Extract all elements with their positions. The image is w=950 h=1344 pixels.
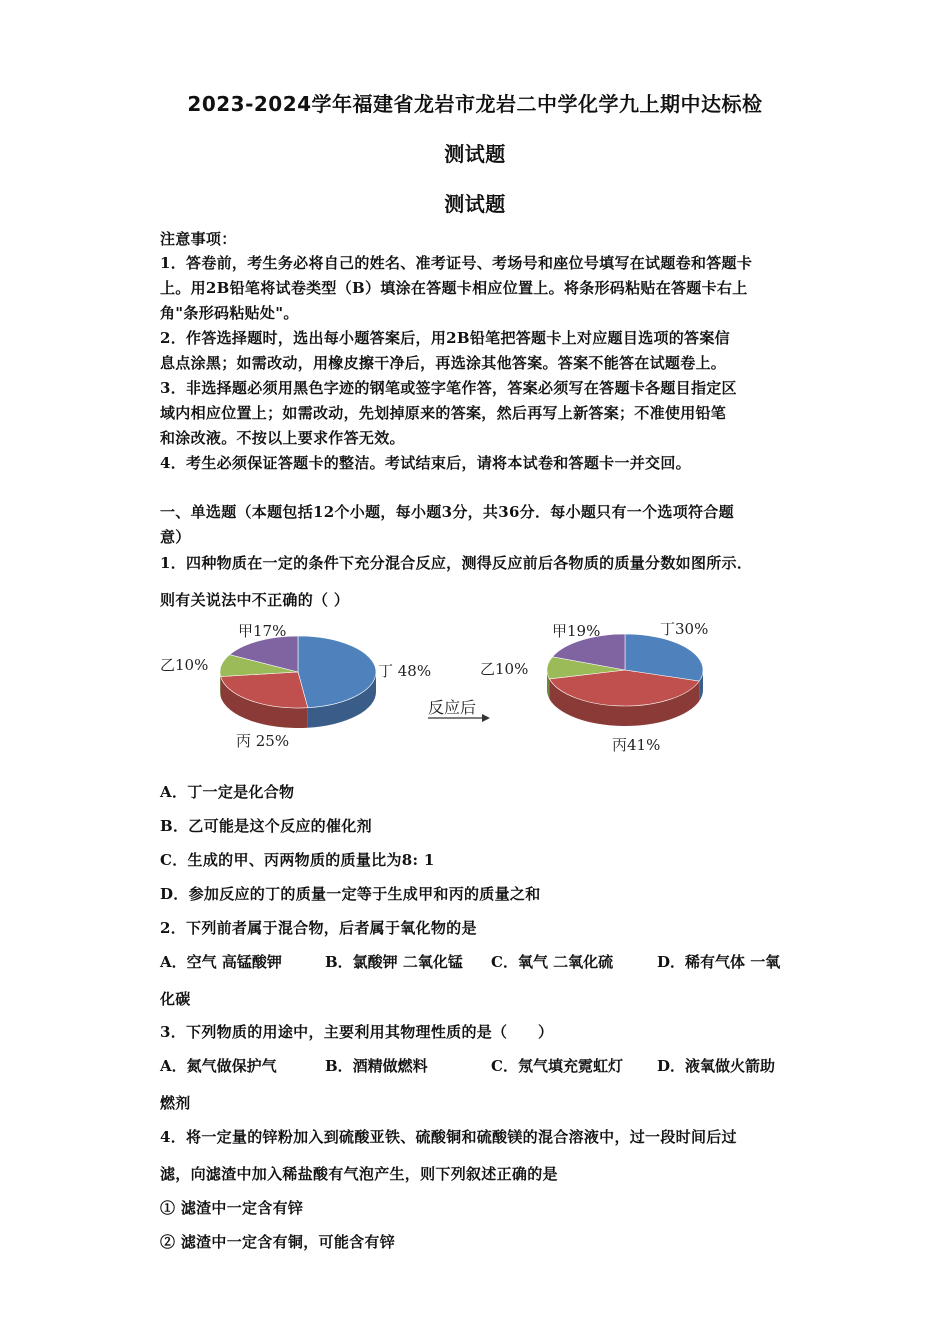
q2-option-a: A．空气 高锰酸钾	[160, 953, 282, 971]
section-heading-cont: 意）	[160, 528, 191, 546]
notice-line: 2．作答选择题时，选出每小题答案后，用2B铅笔把答题卡上对应题目选项的答案信	[160, 329, 730, 347]
arrow-head-icon	[482, 714, 490, 722]
q2-stem: 2．下列前者属于混合物，后者属于氧化物的是	[160, 919, 477, 937]
q1-option-c: C．生成的甲、丙两物质的质量比为8: 1	[160, 851, 435, 869]
q3-stem: 3．下列物质的用途中，主要利用其物理性质的是（ ）	[160, 1023, 554, 1041]
notice-line: 角"条形码粘贴处"。	[160, 304, 299, 322]
q2-option-d: D．稀有气体 一氧	[657, 953, 781, 971]
pie-label: 丙41%	[612, 736, 661, 754]
page-title-line2: 测试题	[444, 142, 506, 166]
notice-line: 4．考生必须保证答题卡的整洁。考试结束后，请将本试卷和答题卡一并交回。	[160, 454, 691, 472]
q2-option-c: C．氧气 二氧化硫	[491, 953, 614, 971]
q4-stem-cont: 滤，向滤渣中加入稀盐酸有气泡产生，则下列叙述正确的是	[160, 1165, 558, 1183]
q4-item-1: ① 滤渣中一定含有锌	[160, 1199, 304, 1217]
q3-option-c: C．氖气填充霓虹灯	[491, 1057, 623, 1075]
notice-line: 上。用2B铅笔将试卷类型（B）填涂在答题卡相应位置上。将条形码粘贴在答题卡右上	[160, 279, 748, 297]
pie-label: 丁 48%	[378, 662, 432, 680]
pie-label: 乙10%	[160, 656, 209, 674]
pie-label: 甲17%	[238, 622, 287, 640]
pie-label: 丁30%	[660, 620, 709, 638]
section-heading: 一、单选题（本题包括12个小题，每小题3分，共36分．每小题只有一个选项符合题	[160, 503, 734, 521]
q3-option-b: B．酒精做燃料	[325, 1057, 428, 1075]
q3-option-a: A．氮气做保护气	[160, 1057, 277, 1075]
pie-label: 乙10%	[480, 660, 529, 678]
pie-chart-before	[160, 622, 431, 750]
arrow-label: 反应后	[428, 698, 477, 717]
page-title: 2023-2024学年福建省龙岩市龙岩二中学化学九上期中达标检	[187, 92, 763, 116]
q4-stem: 4．将一定量的锌粉加入到硫酸亚铁、硫酸铜和硫酸镁的混合溶液中，过一段时间后过	[160, 1128, 737, 1146]
pie-charts	[150, 612, 730, 762]
q2-option-b: B．氯酸钾 二氧化锰	[325, 953, 463, 971]
q1-option-a: A．丁一定是化合物	[160, 783, 295, 801]
q3-option-d: D．液氧做火箭助	[657, 1057, 776, 1075]
notice-line: 1．答卷前，考生务必将自己的姓名、准考证号、考场号和座位号填写在试题卷和答题卡	[160, 254, 753, 272]
notice-line: 和涂改液。不按以上要求作答无效。	[160, 429, 405, 447]
q4-item-2: ② 滤渣中一定含有铜，可能含有锌	[160, 1233, 396, 1251]
pie-label: 丙 25%	[236, 732, 290, 750]
pie-label: 甲19%	[552, 622, 601, 640]
notice-heading: 注意事项：	[160, 230, 237, 248]
q1-stem: 1．四种物质在一定的条件下充分混合反应，测得反应前后各物质的质量分数如图所示．	[160, 554, 753, 572]
q2-option-d-cont: 化碳	[160, 990, 191, 1008]
notice-line: 域内相应位置上；如需改动，先划掉原来的答案，然后再写上新答案；不准使用铅笔	[160, 404, 727, 422]
q3-option-d-cont: 燃剂	[160, 1094, 191, 1112]
pie-chart-after	[480, 620, 708, 754]
notice-line: 3．非选择题必须用黑色字迹的钢笔或签字笔作答，答案必须写在答题卡各题目指定区	[160, 379, 737, 397]
q1-option-d: D．参加反应的丁的质量一定等于生成甲和丙的质量之和	[160, 885, 541, 903]
q1-stem-cont: 则有关说法中不正确的（ ）	[160, 591, 350, 609]
page-subtitle: 测试题	[444, 192, 506, 216]
notice-line: 息点涂黑；如需改动，用橡皮擦干净后，再选涂其他答案。答案不能答在试题卷上。	[160, 354, 727, 372]
q1-option-b: B．乙可能是这个反应的催化剂	[160, 817, 372, 835]
